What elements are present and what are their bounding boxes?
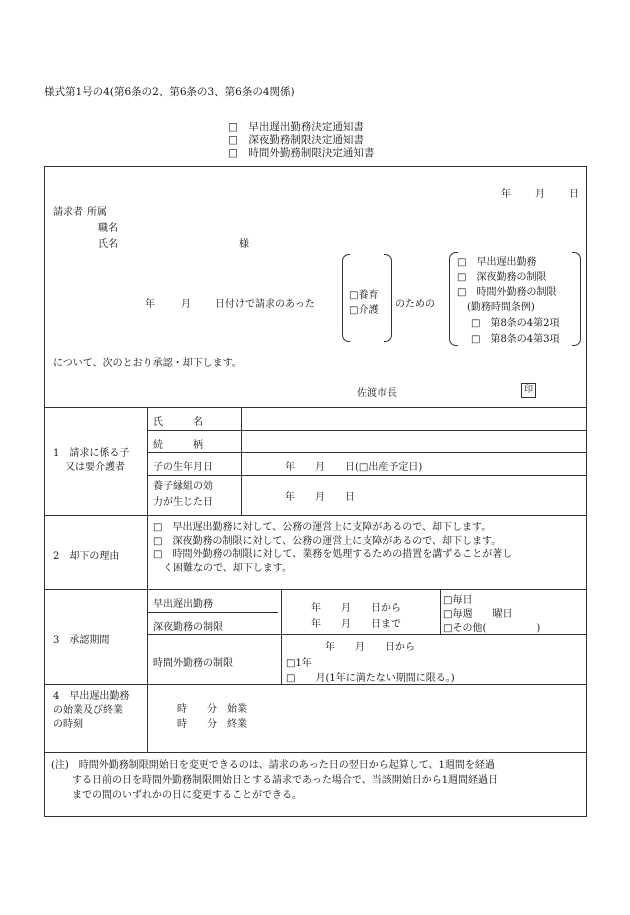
s1-adoption-label	[153, 479, 213, 511]
work-option-overtime: □ 時間外勤務の制限	[457, 287, 557, 298]
s1-relation-label: 続 柄	[153, 440, 203, 451]
name-label: 氏名	[98, 239, 118, 250]
s1-name-label: 氏 名	[153, 417, 203, 428]
divider-s3-value-column	[281, 589, 282, 684]
title-overtime: □ 時間外勤務制限決定通知書	[228, 147, 375, 159]
s4-end-time: 時 分 終業	[177, 719, 247, 730]
divider-s1-row1	[147, 430, 586, 431]
section4-label	[53, 690, 129, 732]
divider-s3-frequency-column	[440, 589, 441, 634]
title-late-night: □ 深夜勤務制限決定通知書	[228, 134, 364, 146]
s1-adoption-value: 年 月 日	[285, 492, 355, 503]
divider-section3	[45, 589, 586, 590]
mayor-name: 佐渡市長	[357, 388, 397, 399]
work-option-late-night: □ 深夜勤務の制限	[457, 272, 547, 283]
section3-label: 3 承認期間	[53, 635, 110, 646]
title-early-late: □ 早出遅出勤務決定通知書	[228, 121, 364, 133]
divider-s1-value-column	[241, 407, 242, 515]
s3-freq-weekly: □毎週 曜日	[443, 609, 513, 620]
ordinance-option-2: □ 第8条の4第2項	[471, 318, 560, 329]
divider-note	[45, 752, 586, 753]
s1-birthdate-value: 年 月 日(□出産予定日)	[285, 462, 423, 473]
notice-date-month: 月	[535, 189, 545, 200]
request-date-year: 年	[145, 299, 155, 310]
divider-section4	[45, 684, 586, 685]
care-option-childcare: □養育	[349, 290, 379, 301]
reason-early-late: □ 早出遅出勤務に対して、公務の運営上に支障があるので、却下します。	[153, 522, 492, 533]
divider-s3-row2	[147, 634, 586, 635]
requester-label: 請求者	[53, 207, 83, 218]
care-bracket-right	[384, 254, 392, 342]
decision-text: について、次のとおり承認・却下します。	[53, 358, 242, 369]
s1-adoption-label-line1: 養子縁組の効	[153, 481, 213, 492]
notice-form	[44, 166, 587, 817]
ordinance-option-3: □ 第8条の4第3項	[471, 334, 560, 345]
ordinance-label: (勤務時間条例)	[467, 302, 535, 313]
section1-label-line1: 1 請求に係る子	[53, 448, 130, 459]
s3-freq-daily: □毎日	[443, 595, 473, 606]
reason-late-night: □ 深夜勤務の制限に対して、公務の運営上に支障があるので、却下します。	[153, 535, 502, 547]
s3-overtime-label: 時間外勤務の制限	[153, 658, 233, 669]
divider-section1	[45, 407, 586, 408]
section2-label: 2 却下の理由	[53, 551, 120, 562]
reason-overtime: □ 時間外勤務の制限に対して、業務を処理するための措置を講ずることが著し	[153, 549, 513, 560]
form-number: 様式第1号の4(第6条の2、第6条の3、第6条の4関係)	[44, 86, 295, 98]
divider-s3-row1	[147, 612, 278, 613]
s3-period-to: 年 月 日まで	[311, 619, 401, 630]
purpose-connector: のための	[395, 299, 435, 310]
s3-overtime-year: □1年	[286, 658, 312, 669]
s3-early-late-label: 早出遅出勤務	[153, 599, 213, 610]
request-date-month: 月	[181, 299, 191, 310]
honorific: 様	[239, 239, 249, 250]
footnote	[51, 758, 498, 803]
footnote-line3: までの間のいずれかの日に変更することができる。	[72, 790, 302, 801]
s3-late-night-label: 深夜勤務の制限	[153, 622, 223, 633]
dept-label: 所属	[87, 207, 107, 218]
section1-label	[53, 447, 129, 475]
s4-start-time: 時 分 始業	[177, 704, 247, 715]
s3-overtime-month: □ 月(1年に満たない期間に限る。)	[286, 673, 455, 684]
s1-birthdate-label: 子の生年月日	[153, 462, 213, 473]
notice-titles	[228, 121, 374, 160]
divider-s1-row2	[147, 452, 586, 453]
footnote-line2: する日前の日を時間外勤務制限開始日とする請求であった場合で、当該開始日から1週間経過日	[72, 775, 499, 786]
position-label: 職名	[98, 223, 118, 234]
care-option-nursing: □介護	[349, 305, 379, 316]
divider-section2	[45, 515, 586, 516]
official-seal: 印	[521, 383, 536, 398]
reason-overtime-cont: く困難なので、却下します。	[153, 562, 292, 574]
s3-period-from: 年 月 日から	[311, 603, 401, 614]
notice-date-year: 年	[501, 189, 511, 200]
s3-overtime-from: 年 月 日から	[325, 642, 415, 653]
footnote-line1: (注) 時間外勤務制限開始日を変更できるのは、請求のあった日の翌日から起算して、1週間を経過	[51, 760, 495, 771]
divider-s1-row3	[147, 475, 586, 476]
rejection-reasons	[153, 521, 512, 575]
work-option-early-late: □ 早出遅出勤務	[457, 257, 537, 268]
section4-label-line1: 4 早出遅出勤務	[53, 691, 130, 702]
s3-freq-other: □その他( )	[443, 623, 541, 634]
section1-label-line2: 又は要介護者	[65, 462, 125, 473]
s1-adoption-label-line2: 力が生じた日	[153, 497, 213, 508]
request-date-text: 日付けで請求のあった	[215, 299, 315, 310]
divider-label-column	[147, 407, 148, 752]
notice-date-day: 日	[569, 189, 579, 200]
section4-label-line2: の始業及び終業	[53, 705, 123, 716]
work-bracket-right	[572, 252, 581, 346]
section4-label-line3: の時刻	[53, 719, 83, 730]
